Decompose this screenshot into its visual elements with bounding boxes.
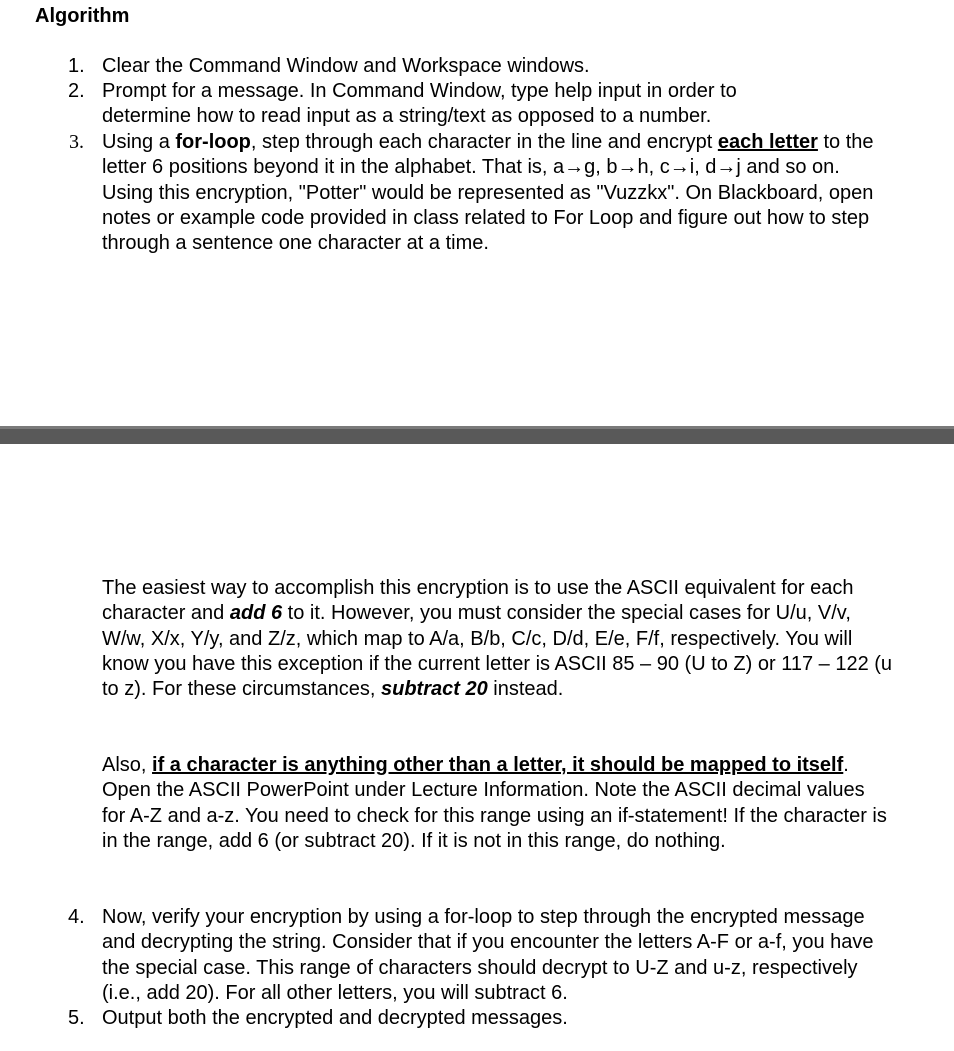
text-run: instead.: [487, 678, 564, 701]
list-item-text: Now, verify your encryption by using a for-loop to step through the encrypted message and decrypting the string. Consider that if you encounter the letters A-F or a-f, you have the special case. This range of characters should decrypt to U-Z and u-z, respectively (i.e., add 20). For all other letters, you will subtract 6.: [102, 906, 874, 1004]
list-number: 1.: [68, 55, 85, 77]
list-item-text: Output both the encrypted and decrypted messages.: [102, 1007, 568, 1029]
list-item-text: Prompt for a message. In Command Window, type help input in order to determine how to read input as a string/text as opposed to a number.: [102, 80, 737, 128]
list-number: 4.: [68, 906, 85, 928]
list-item-text: Clear the Command Window and Workspace windows.: [102, 55, 590, 77]
list-number: 5.: [68, 1007, 85, 1029]
bold-text: for-loop: [175, 131, 251, 153]
text-run: to it. However, you must consider the special cases for U/u, V/v, W/w, X/x, Y/y, and Z/z, which map to A/a, B/b, C/c, D/d, E/e, F/f, respectively. You will know you have this exception if the current letter is ASCII 85 – 90 (U to Z) or 117 – 122 (u to z). For these circumstances,: [102, 602, 893, 701]
bold-underline-text: each letter: [717, 131, 818, 153]
explanation-paragraph: [102, 576, 897, 702]
section-heading: Algorithm: [35, 5, 130, 27]
text-run: . Open the ASCII PowerPoint under Lecture Information. Note the ASCII decimal values for A-Z and a-z. You need to check for this range using an if-statement! If the character is in the range, add 6 (or subtract 20). If it is not in this range, do nothing.: [102, 754, 887, 852]
bold-italic-text: subtract 20: [380, 678, 488, 701]
bold-underline-text: if a character is anything other than a letter, it should be mapped to itself: [152, 754, 844, 776]
text-run: , step through each character in the line and encrypt: [250, 131, 718, 153]
text-run: Using a: [102, 131, 176, 153]
list-item-text: [102, 130, 892, 256]
list-number: 3.: [69, 131, 84, 153]
text-run: The easiest way to accomplish this encryption is to use the ASCII equivalent for each character and: [102, 577, 854, 625]
exception-paragraph: [102, 753, 892, 854]
text-run: to the letter 6 positions beyond it in the alphabet. That is, a→g, b→h, c→i, d→j and so on. Using this encryption, "Potter" would be represented as "Vuzzkx". On Blackboard, open notes or example code provided in class related to For Loop and figure out how to step through a sentence one character at a time.: [102, 131, 874, 255]
text-run: Also,: [102, 754, 153, 776]
page-separator-edge: [0, 426, 954, 429]
list-number: 2.: [68, 80, 85, 102]
bold-italic-text: add 6: [229, 602, 283, 625]
